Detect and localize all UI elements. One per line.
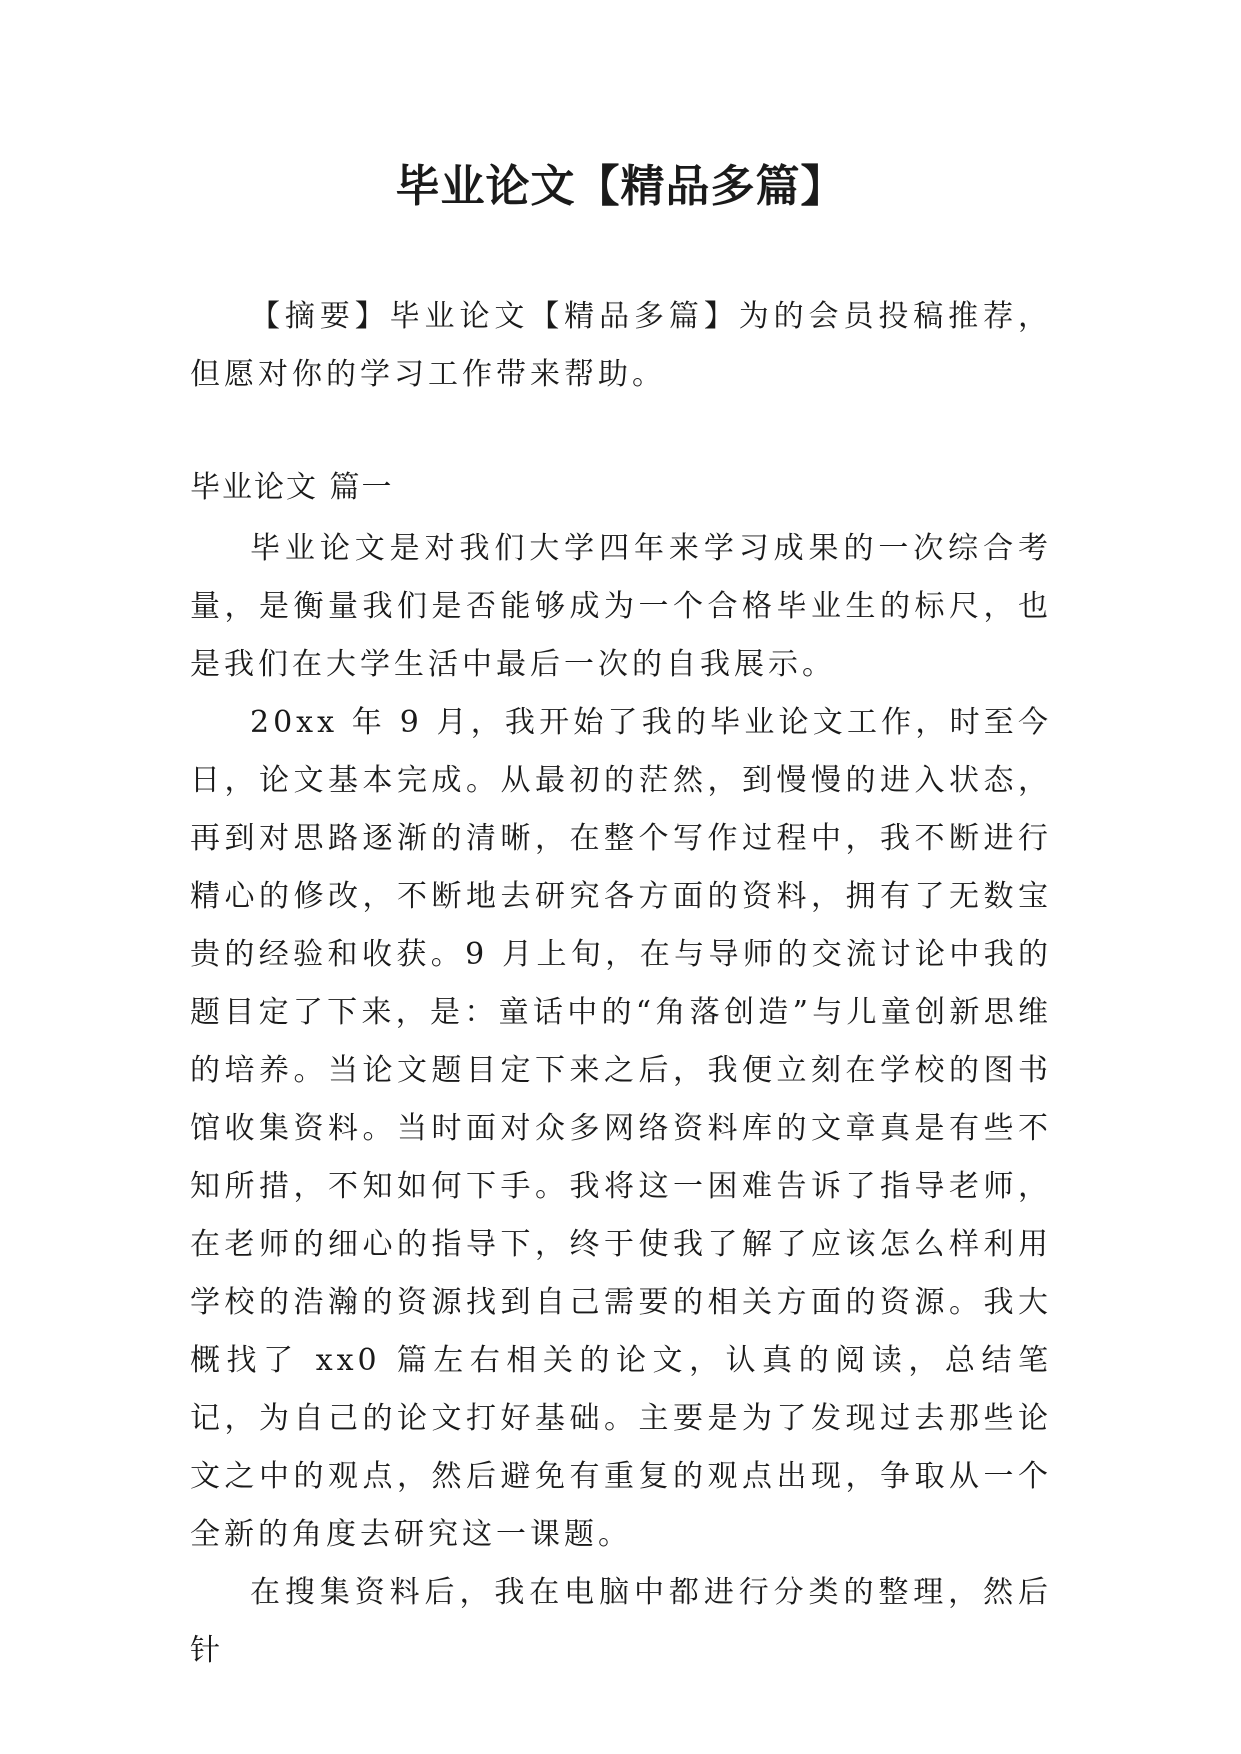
paragraph: 在搜集资料后，我在电脑中都进行分类的整理，然后针 [190,1575,1052,1668]
body-text [190,520,1052,1680]
section-heading: 毕业论文 篇一 [190,470,394,505]
paragraph: 毕业论文是对我们大学四年来学习成果的一次综合考量，是衡量我们是否能够成为一个合格毕业生的标尺，也是我们在大学生活中最后一次的自我展示。 [190,531,1052,682]
abstract-text: 【摘要】毕业论文【精品多篇】为的会员投稿推荐，但愿对你的学习工作带来帮助。 [190,299,1052,392]
paragraph: 20xx 年 9 月，我开始了我的毕业论文工作，时至今日，论文基本完成。从最初的茫然，到慢慢的进入状态，再到对思路逐渐的清晰，在整个写作过程中，我不断进行精心的修改，不断地去研究各方面的资料，拥有了无数宝贵的经验和收获。9 月上旬，在与导师的交流讨论中我的题目定了下来，是：童话中的“角落创造”与儿童创新思维的培养。当论文题目定下来之后，我便立刻在学校的图书馆收集资料。当时面对众多网络资料库的文章真是有些不知所措，不知如何下手。我将这一困难告诉了指导老师，在老师的细心的指导下，终于使我了解了应该怎么样利用学校的浩瀚的资源找到自己需要的相关方面的资源。我大概找了 xx0 篇左右相关的论文，认真的阅读，总结笔记，为自己的论文打好基础。主要是为了发现过去那些论文之中的观点，然后避免有重复的观点出现，争取从一个全新的角度去研究这一课题。 [190,705,1052,1552]
abstract [190,288,1052,404]
document-title: 毕业论文【精品多篇】 [395,161,846,212]
